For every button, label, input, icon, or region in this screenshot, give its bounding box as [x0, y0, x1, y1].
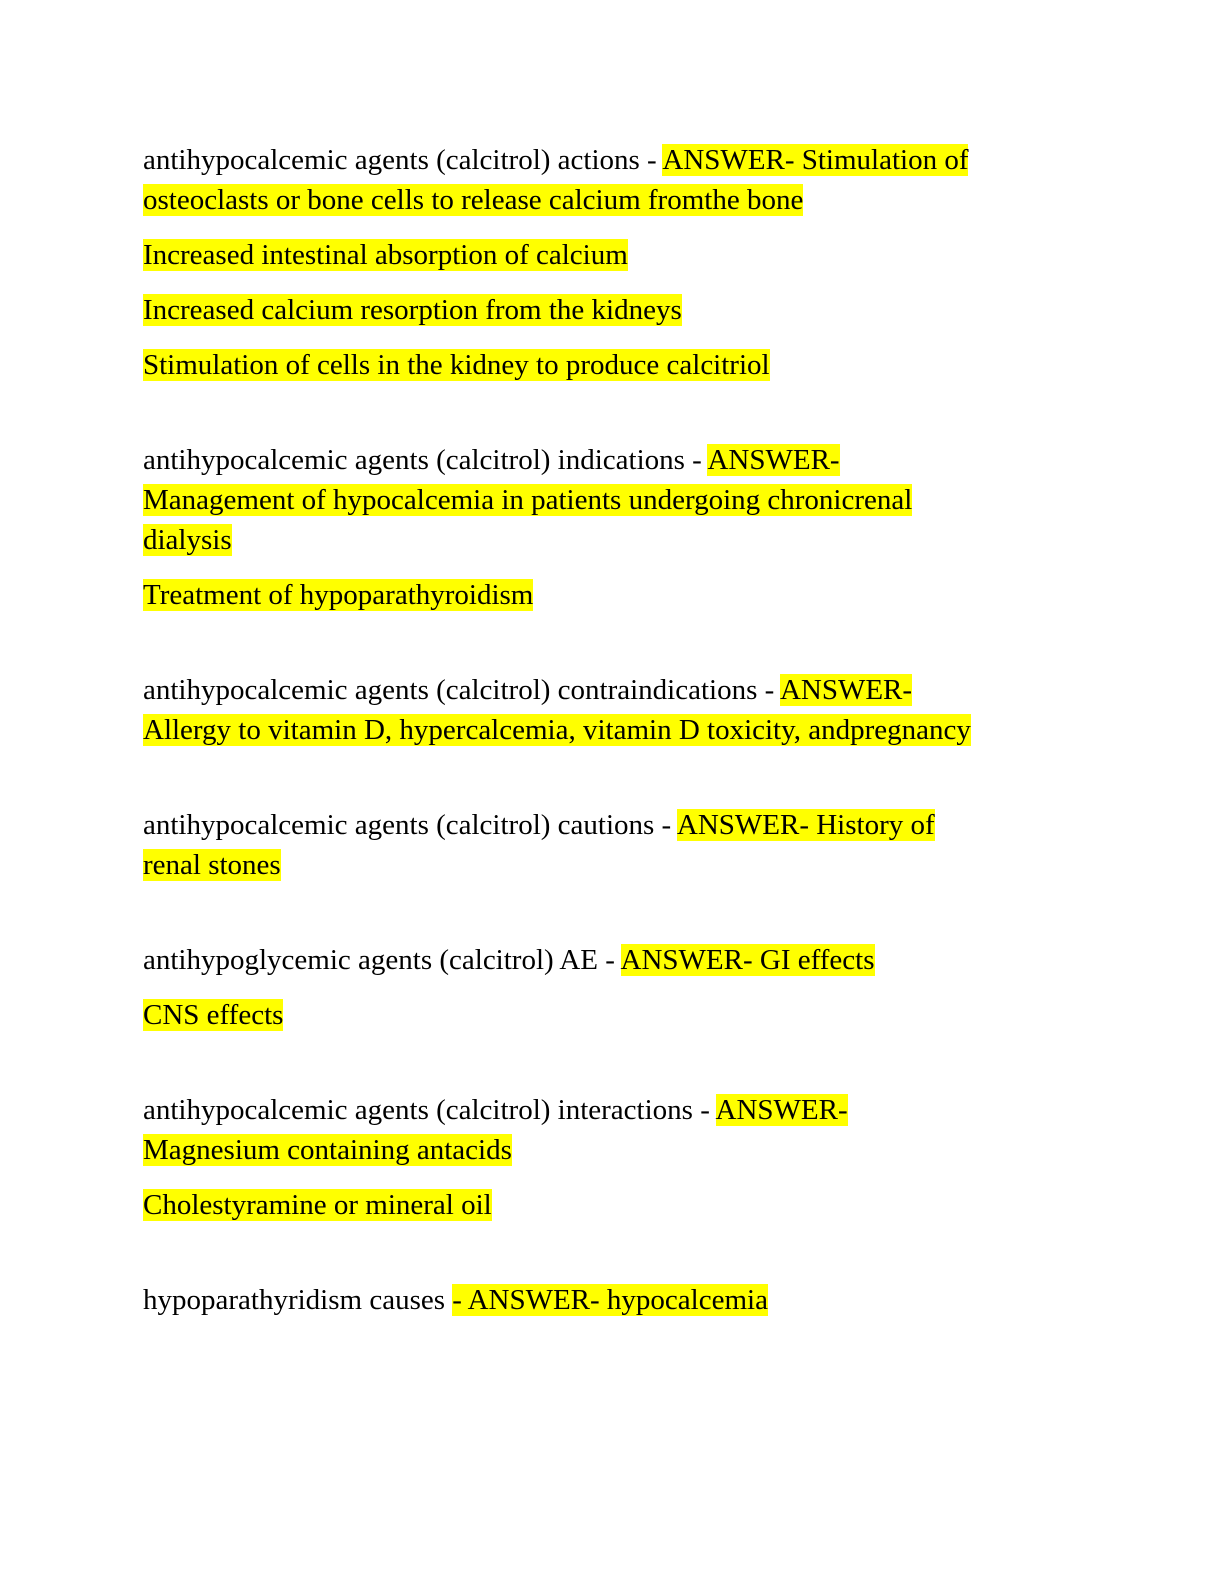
question-text: antihypocalcemic agents (calcitrol) actions -	[143, 144, 663, 176]
card-line	[143, 235, 1063, 275]
flashcard-adverse-effects	[143, 940, 1063, 1035]
answer-text: ANSWER-	[779, 674, 913, 706]
answer-text: Cholestyramine or mineral oil	[143, 1189, 492, 1221]
question-text: hypoparathyridism causes	[143, 1284, 453, 1316]
answer-text: Stimulation of cells in the kidney to produce calcitriol	[143, 349, 770, 381]
answer-text: ANSWER-	[707, 444, 840, 476]
answer-text: Increased intestinal absorption of calcium	[143, 239, 628, 271]
card-line	[143, 345, 1063, 385]
flashcard-interactions	[143, 1090, 1063, 1225]
card-line	[143, 845, 1063, 885]
flashcard-contraindications	[143, 670, 1063, 750]
card-line	[143, 1280, 1063, 1320]
card-line	[143, 520, 1063, 560]
question-text: antihypocalcemic agents (calcitrol) contraindications -	[143, 674, 780, 706]
answer-text: ANSWER- History of	[676, 809, 935, 841]
answer-text: dialysis	[143, 524, 232, 556]
card-line	[143, 180, 1063, 220]
answer-text: Magnesium containing antacids	[143, 1134, 512, 1166]
answer-text: ANSWER- GI effects	[620, 944, 875, 976]
card-line	[143, 995, 1063, 1035]
answer-text: osteoclasts or bone cells to release calcium fromthe bone	[143, 184, 804, 216]
card-line	[143, 805, 1063, 845]
answer-text: ANSWER- Stimulation of	[662, 144, 969, 176]
card-line	[143, 710, 1063, 750]
card-line	[143, 290, 1063, 330]
card-line	[143, 480, 1063, 520]
card-line	[143, 1090, 1063, 1130]
flashcard-causes	[143, 1280, 1063, 1320]
flashcard-cautions	[143, 805, 1063, 885]
flashcard-indications	[143, 440, 1063, 615]
question-text: antihypocalcemic agents (calcitrol) cautions -	[143, 809, 677, 841]
flashcard-actions	[143, 140, 1063, 385]
answer-text: Management of hypocalcemia in patients undergoing chronicrenal	[143, 484, 913, 516]
answer-text: renal stones	[143, 849, 281, 881]
answer-text: Allergy to vitamin D, hypercalcemia, vitamin D toxicity, andpregnancy	[143, 714, 971, 746]
card-line	[143, 1130, 1063, 1170]
card-line	[143, 140, 1063, 180]
question-text: antihypoglycemic agents (calcitrol) AE -	[143, 944, 621, 976]
card-line	[143, 1185, 1063, 1225]
card-line	[143, 670, 1063, 710]
card-line	[143, 440, 1063, 480]
answer-text: Treatment of hypoparathyroidism	[143, 579, 534, 611]
answer-text: ANSWER-	[715, 1094, 848, 1126]
answer-text: CNS effects	[143, 999, 284, 1031]
question-text: antihypocalcemic agents (calcitrol) indications -	[143, 444, 708, 476]
card-line	[143, 940, 1063, 980]
answer-text: Increased calcium resorption from the kidneys	[143, 294, 682, 326]
answer-text: - ANSWER- hypocalcemia	[452, 1284, 768, 1316]
flashcard-list	[143, 140, 1063, 1320]
card-line	[143, 575, 1063, 615]
question-text: antihypocalcemic agents (calcitrol) interactions -	[143, 1094, 716, 1126]
